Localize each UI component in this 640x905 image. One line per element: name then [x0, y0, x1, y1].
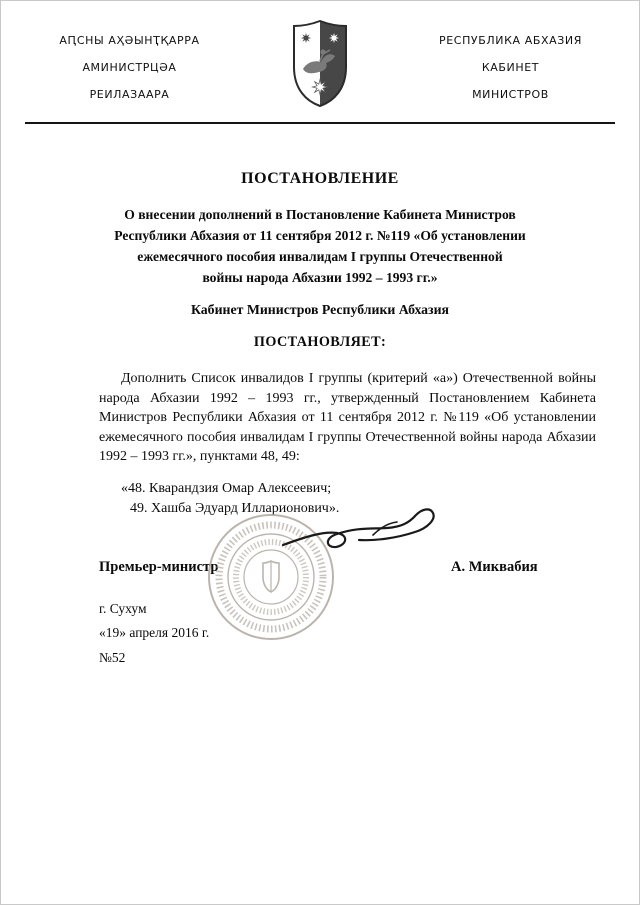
subject-line: О внесении дополнений в Постановление Кабинета Министров — [124, 207, 516, 222]
letterhead-right — [408, 21, 613, 108]
subject-line: войны народа Абхазии 1992 – 1993 гг.» — [202, 270, 438, 285]
letterhead-right-line: МИНИСТРОВ — [472, 88, 549, 101]
signature-row — [99, 559, 596, 577]
document-title: ПОСТАНОВЛЕНИЕ — [241, 170, 399, 187]
body-paragraph: Дополнить Список инвалидов I группы (критерий «а») Отечественной войны народа Абхазии 1992 – 1993 гг., утвержденный Постановлением Кабинета Министров Республики Абхазия от 11 сентября 2012 г. №119 «Об установлении ежемесячного пособия инвалидам I группы Отечественной войны народа Абхазии 1992 – 1993 гг.», пунктами 48, 49: — [99, 371, 596, 464]
resolution-word: ПОСТАНОВЛЯЕТ: — [253, 334, 387, 350]
letterhead-left-line: РЕИЛАЗААРА — [89, 88, 170, 101]
appended-items — [121, 479, 596, 519]
footer-city: г. Сухум — [99, 600, 147, 616]
issuing-body: Кабинет Министров Республики Абхазия — [190, 302, 450, 317]
document-footer — [99, 597, 596, 671]
document-subject — [70, 204, 570, 288]
signatory-role: Премьер-министр — [99, 558, 219, 575]
subject-line: ежемесячного пособия инвалидам I группы Отечественной — [137, 249, 503, 264]
list-item: «48. Кварандзия Омар Алексеевич; — [121, 480, 332, 496]
footer-date: «19» апреля 2016 г. — [99, 625, 210, 640]
signatory-name: А. Миквабия — [451, 558, 538, 575]
letterhead — [1, 1, 639, 109]
letterhead-right-line: КАБИНЕТ — [481, 61, 540, 74]
footer-number: №52 — [99, 649, 126, 665]
letterhead-left-line: АМИНИСТРЦӘА — [82, 61, 177, 74]
coat-of-arms-icon — [290, 19, 350, 109]
header-divider — [25, 122, 615, 124]
list-item: 49. Хашба Эдуард Илларионович». — [130, 500, 340, 516]
letterhead-left-line: АԤСНЫ АҲӘЫНҬҚАРРА — [59, 34, 200, 47]
subject-line: Республики Абхазия от 11 сентября 2012 г. №119 «Об установлении — [114, 228, 526, 243]
letterhead-right-line: РЕСПУБЛИКА АБХАЗИЯ — [439, 34, 582, 47]
letterhead-left — [27, 21, 232, 108]
